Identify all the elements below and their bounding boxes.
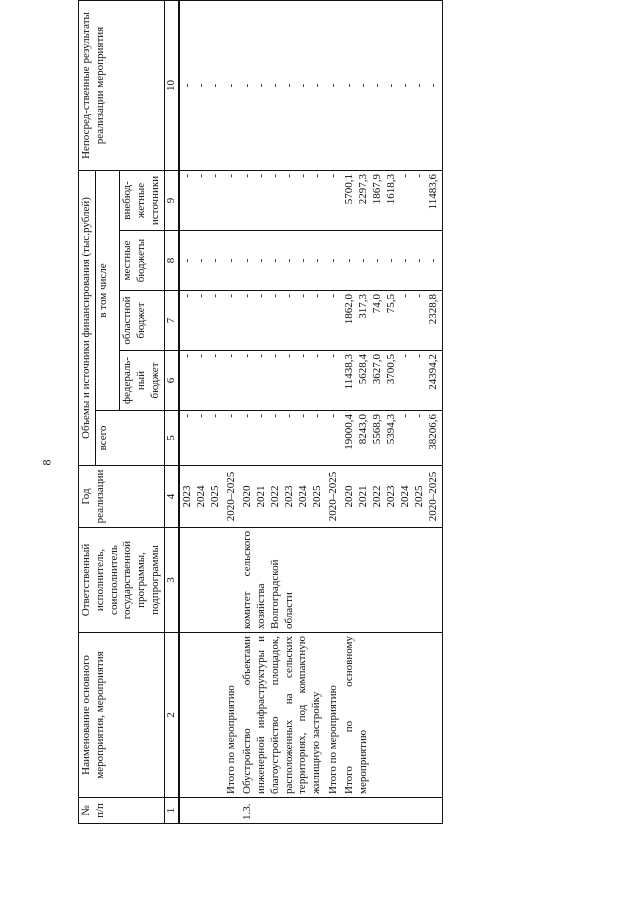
row-total-value: - (297, 414, 310, 418)
row-results-value: - (181, 83, 194, 88)
column-number: 8 (164, 231, 179, 291)
row-local-value: - (195, 258, 208, 263)
row-results (326, 1, 342, 171)
row-regional-value: - (209, 294, 222, 298)
row-regional (224, 291, 240, 351)
financing-table (78, 0, 443, 824)
row-federal-value: - (399, 354, 412, 358)
row-results-value: - (195, 83, 208, 88)
row-external-value: 1867,9 (371, 173, 384, 205)
row-federal-value: - (225, 354, 238, 358)
row-total-value: 19000,4 (343, 414, 356, 450)
row-local-value: - (297, 258, 310, 263)
row-total (240, 411, 326, 466)
row-federal-value: - (269, 354, 282, 358)
column-number: 5 (164, 411, 179, 466)
row-external-value: 2297,3 (357, 173, 370, 205)
row-regional-value: 2328,8 (427, 294, 440, 325)
row-years (179, 466, 224, 528)
row-years-value: 2021 (255, 485, 268, 508)
row-results-value: - (297, 83, 310, 88)
row-years-value: 2025 (209, 485, 222, 508)
column-number: 6 (164, 351, 179, 411)
row-results (342, 1, 443, 171)
row-years-value: 2022 (269, 485, 282, 508)
header-total: всего (95, 411, 164, 466)
row-regional (326, 291, 342, 351)
row-results-value: - (427, 83, 440, 88)
row-years-value: 2023 (385, 485, 398, 508)
row-name: Итого по мероприятию (326, 633, 342, 798)
row-number: 1.3. (240, 798, 326, 824)
row-total-value: - (399, 414, 412, 418)
row-local-value: - (181, 258, 194, 263)
row-external (326, 170, 342, 230)
row-name: Итого по основному мероприятию (342, 633, 443, 798)
row-results-value: - (371, 83, 384, 88)
row-results-value: - (209, 83, 222, 88)
row-name (179, 633, 224, 798)
row-external-value: - (399, 173, 412, 178)
row-results (240, 1, 326, 171)
row-external-value: - (209, 173, 222, 178)
row-local-value: - (269, 258, 282, 263)
row-regional-value: - (255, 294, 268, 298)
row-federal-value: - (181, 354, 194, 358)
row-federal-value: 24394,2 (427, 354, 440, 390)
row-federal-value: - (297, 354, 310, 358)
column-number: 2 (164, 633, 179, 798)
row-executor: комитет сельского хозяйства Волгоградской области (240, 528, 326, 633)
row-federal-value: - (209, 354, 222, 358)
row-external-value: - (327, 173, 340, 178)
row-local-value: - (427, 258, 440, 263)
row-total-value: - (241, 414, 254, 418)
row-local (179, 231, 224, 291)
row-total (224, 411, 240, 466)
row-results-value: - (269, 83, 282, 88)
row-local (326, 231, 342, 291)
header-subgroup: в том числе (95, 170, 120, 410)
row-total (179, 411, 224, 466)
row-federal-value: 5628,4 (357, 354, 370, 385)
row-total-value: 38206,6 (427, 414, 440, 450)
table-row (179, 1, 224, 824)
header-number: № п/п (79, 798, 165, 824)
column-number: 3 (164, 528, 179, 633)
row-results-value: - (241, 83, 254, 88)
row-local-value: - (311, 258, 324, 263)
table-row (326, 1, 342, 824)
column-number: 10 (164, 1, 179, 171)
row-total-value: - (195, 414, 208, 418)
table-row (240, 1, 326, 824)
row-total (326, 411, 342, 466)
row-external-value: - (225, 173, 238, 178)
row-external (224, 170, 240, 230)
row-years-value: 2020 (343, 485, 356, 508)
row-years-value: 2020–2025 (225, 471, 238, 522)
row-total-value: - (283, 414, 296, 418)
row-local-value: - (343, 258, 356, 263)
row-results-value: - (327, 83, 340, 88)
row-federal-value: 11438,3 (343, 354, 356, 390)
row-results-value: - (357, 83, 370, 88)
row-regional (179, 291, 224, 351)
header-local: местные бюджеты (120, 231, 164, 291)
page-number: 8 (39, 459, 54, 466)
row-federal (326, 351, 342, 411)
row-number (179, 798, 224, 824)
header-year: Год реализации (79, 466, 165, 528)
row-results-value: - (283, 83, 296, 88)
row-executor (179, 528, 224, 633)
row-federal-value: 3627,0 (371, 354, 384, 385)
row-total-value: - (181, 414, 194, 418)
header-financing: Объемы и источники финансирования (тыс.рублей) (79, 170, 96, 465)
row-results-value: - (255, 83, 268, 88)
row-years-value: 2023 (181, 485, 194, 508)
row-regional-value: 74,0 (371, 294, 384, 314)
row-external-value: - (413, 173, 426, 178)
row-regional-value: - (399, 294, 412, 298)
row-total-value: 8243,0 (357, 414, 370, 445)
row-years-value: 2025 (413, 485, 426, 508)
row-local-value: - (399, 258, 412, 263)
row-external-value: - (269, 173, 282, 178)
row-federal-value: 3700,5 (385, 354, 398, 385)
header-external: внебюд-жетные источники (120, 170, 164, 230)
row-regional-value: 1862,0 (343, 294, 356, 325)
column-numbers-row (164, 1, 179, 824)
row-years (342, 466, 443, 528)
financing-table-container (78, 0, 600, 824)
row-regional-value: - (181, 294, 194, 298)
row-regional-value: - (311, 294, 324, 298)
row-total-value: - (269, 414, 282, 418)
row-local-value: - (413, 258, 426, 263)
row-total (342, 411, 443, 466)
row-years-value: 2020 (241, 485, 254, 508)
row-years-value: 2024 (399, 485, 412, 508)
row-external-value: - (195, 173, 208, 178)
row-regional-value: 75,5 (385, 294, 398, 314)
row-external-value: - (283, 173, 296, 178)
row-external-value: - (311, 173, 324, 178)
row-local-value: - (283, 258, 296, 263)
row-external-value: - (181, 173, 194, 178)
rotated-page (78, 0, 640, 820)
row-external (179, 170, 224, 230)
header-federal: федераль-ный бюджет (120, 351, 164, 411)
row-name: Обустройство объектами инженерной инфраструктуры и благоустройство площадок, расположенных на сельских территориях, под компактную жилищную застройку (240, 633, 326, 798)
row-executor (224, 528, 240, 633)
row-years (326, 466, 342, 528)
row-federal (224, 351, 240, 411)
row-regional-value: 317,3 (357, 294, 370, 319)
row-results-value: - (311, 83, 324, 88)
row-years-value: 2020–2025 (327, 471, 340, 522)
header-results: Непосред-ственные результаты реализации мероприятия (79, 1, 165, 171)
row-federal-value: - (283, 354, 296, 358)
column-number: 4 (164, 466, 179, 528)
table-row (224, 1, 240, 824)
row-external (342, 170, 443, 230)
row-federal (240, 351, 326, 411)
row-total-value: - (255, 414, 268, 418)
row-federal (179, 351, 224, 411)
row-external-value: 1618,3 (385, 173, 398, 205)
row-executor (342, 528, 443, 633)
row-regional-value: - (269, 294, 282, 298)
row-local-value: - (225, 258, 238, 263)
row-results-value: - (343, 83, 356, 88)
header-name: Наименование основного мероприятия, мероприятия (79, 633, 165, 798)
row-external-value: - (241, 173, 254, 178)
row-total-value: 5394,3 (385, 414, 398, 445)
row-external-value: 5700,1 (343, 173, 356, 205)
row-local (240, 231, 326, 291)
row-external-value: - (255, 173, 268, 178)
row-external-value: - (297, 173, 310, 178)
row-federal-value: - (255, 354, 268, 358)
row-years-value: 2023 (283, 485, 296, 508)
row-results-value: - (399, 83, 412, 88)
header-executor: Ответственный исполнитель, соисполнитель государственной программы, подпрограммы (79, 528, 165, 633)
row-regional-value: - (283, 294, 296, 298)
row-federal-value: - (413, 354, 426, 358)
column-number: 9 (164, 170, 179, 230)
row-years-value: 2024 (297, 485, 310, 508)
row-regional-value: - (413, 294, 426, 298)
row-local-value: - (327, 258, 340, 263)
table-body (179, 1, 443, 824)
row-results (224, 1, 240, 171)
row-local-value: - (371, 258, 384, 263)
row-years-value: 2022 (371, 485, 384, 508)
row-regional-value: - (297, 294, 310, 298)
row-regional-value: - (195, 294, 208, 298)
row-total-value: 5568,9 (371, 414, 384, 445)
column-number: 1 (164, 798, 179, 824)
row-federal-value: - (311, 354, 324, 358)
row-federal-value: - (241, 354, 254, 358)
row-local-value: - (357, 258, 370, 263)
row-name: Итого по мероприятию (224, 633, 240, 798)
row-regional-value: - (241, 294, 254, 298)
row-results-value: - (385, 83, 398, 88)
row-regional (342, 291, 443, 351)
row-total-value: - (413, 414, 426, 418)
row-years-value: 2025 (311, 485, 324, 508)
row-years-value: 2024 (195, 485, 208, 508)
row-total-value: - (327, 414, 340, 418)
table-row (342, 1, 443, 824)
row-years (240, 466, 326, 528)
header-regional: областной бюджет (120, 291, 164, 351)
row-regional-value: - (327, 294, 340, 298)
row-years-value: 2021 (357, 485, 370, 508)
row-local-value: - (241, 258, 254, 263)
row-results-value: - (413, 83, 426, 88)
row-total-value: - (225, 414, 238, 418)
row-external (240, 170, 326, 230)
row-local-value: - (255, 258, 268, 263)
row-results (179, 1, 224, 171)
row-local (224, 231, 240, 291)
row-local (342, 231, 443, 291)
row-regional-value: - (225, 294, 238, 298)
row-local-value: - (209, 258, 222, 263)
row-federal-value: - (327, 354, 340, 358)
row-results-value: - (225, 83, 238, 88)
row-number (326, 798, 342, 824)
row-regional (240, 291, 326, 351)
row-external-value: 11483,6 (427, 173, 440, 210)
row-total-value: - (209, 414, 222, 418)
row-years-value: 2020–2025 (427, 471, 440, 522)
row-total-value: - (311, 414, 324, 418)
row-local-value: - (385, 258, 398, 263)
row-number (342, 798, 443, 824)
row-executor (326, 528, 342, 633)
row-number (224, 798, 240, 824)
row-federal-value: - (195, 354, 208, 358)
column-number: 7 (164, 291, 179, 351)
row-years (224, 466, 240, 528)
row-federal (342, 351, 443, 411)
